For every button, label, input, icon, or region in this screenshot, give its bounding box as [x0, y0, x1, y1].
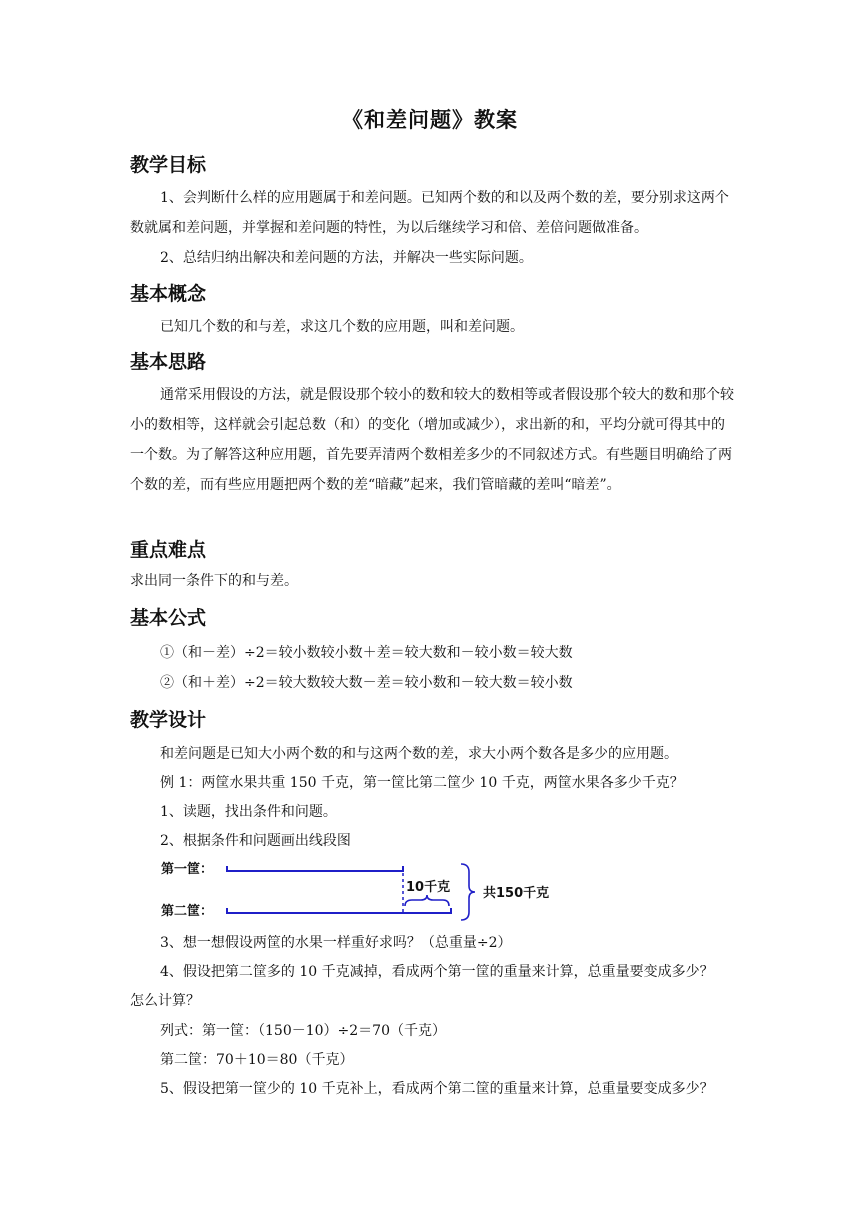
difference-brace [405, 895, 449, 906]
design-step-4-line-1: 4、假设把第二筐多的 10 千克减掉，看成两个第一筐的重量来计算，总重量要变成多少？ [160, 964, 714, 980]
design-step-2: 2、根据条件和问题画出线段图 [160, 833, 351, 849]
heading-concept: 基本概念 [130, 283, 207, 305]
formula-1: ①（和－差）÷2＝较小数较小数＋差＝较大数和－较小数＝较大数 [160, 645, 573, 661]
approach-text: 通常采用假设的方法，就是假设那个较小的数和较大的数相等或者假设那个较大的数和那个较小的数相等，这样就会引起总数（和）的变化（增加或减少），求出新的和，平均分就可得其中的一个数。为了解答这种应用题，首先要弄清两个数相差多少的不同叙述方式。有些题目明确给了两个数的差，而有些应用题把两个数的差“暗藏”起来，我们管暗藏的差叫“暗差”。 [130, 387, 734, 493]
diagram-label-second: 第二筐： [161, 904, 214, 919]
design-step-4-line-2: 怎么计算？ [130, 993, 200, 1009]
page-title: 《和差问题》教案 [342, 108, 518, 132]
heading-key-points: 重点难点 [130, 539, 207, 561]
design-step-5: 5、假设把第一筐少的 10 千克补上，看成两个第二筐的重量来计算，总重量要变成多少？ [160, 1081, 714, 1097]
goals-item-2: 2、总结归纳出解决和差问题的方法，并解决一些实际问题。 [160, 250, 533, 266]
key-points-text: 求出同一条件下的和与差。 [130, 573, 298, 589]
design-calc-2: 第二筐：70＋10＝80（千克） [160, 1052, 354, 1068]
design-step-1: 1、读题，找出条件和问题。 [160, 804, 337, 820]
heading-goals: 教学目标 [130, 154, 207, 176]
heading-formulas: 基本公式 [130, 607, 207, 629]
design-step-3: 3、想一想假设两筐的水果一样重好求吗？（总重量÷2） [160, 935, 512, 951]
design-example: 例 1：两筐水果共重 150 千克，第一筐比第二筐少 10 千克，两筐水果各多少千克？ [160, 775, 684, 791]
design-calc-1: 列式：第一筐：（150－10）÷2＝70（千克） [160, 1023, 446, 1039]
second-basket-segment [227, 908, 451, 914]
concept-text: 已知几个数的和与差，求这几个数的应用题，叫和差问题。 [160, 319, 524, 335]
heading-design: 教学设计 [130, 709, 207, 731]
design-intro: 和差问题是已知大小两个数的和与这两个数的差，求大小两个数各是多少的应用题。 [160, 746, 678, 762]
line-segment-diagram [155, 852, 575, 924]
goals-item-1: 1、会判断什么样的应用题属于和差问题。已知两个数的和以及两个数的差，要分别求这两个数就属和差问题，并掌握和差问题的特性，为以后继续学习和倍、差倍问题做准备。 [130, 190, 729, 236]
heading-approach: 基本思路 [130, 351, 207, 373]
diagram-label-first: 第一筐： [161, 862, 214, 877]
formula-2: ②（和＋差）÷2＝较大数较大数－差＝较小数和－较大数＝较小数 [160, 675, 573, 691]
total-label: 共150千克 [483, 886, 550, 901]
first-basket-segment [227, 866, 403, 872]
total-brace [461, 864, 475, 920]
difference-label: 10千克 [406, 880, 451, 895]
